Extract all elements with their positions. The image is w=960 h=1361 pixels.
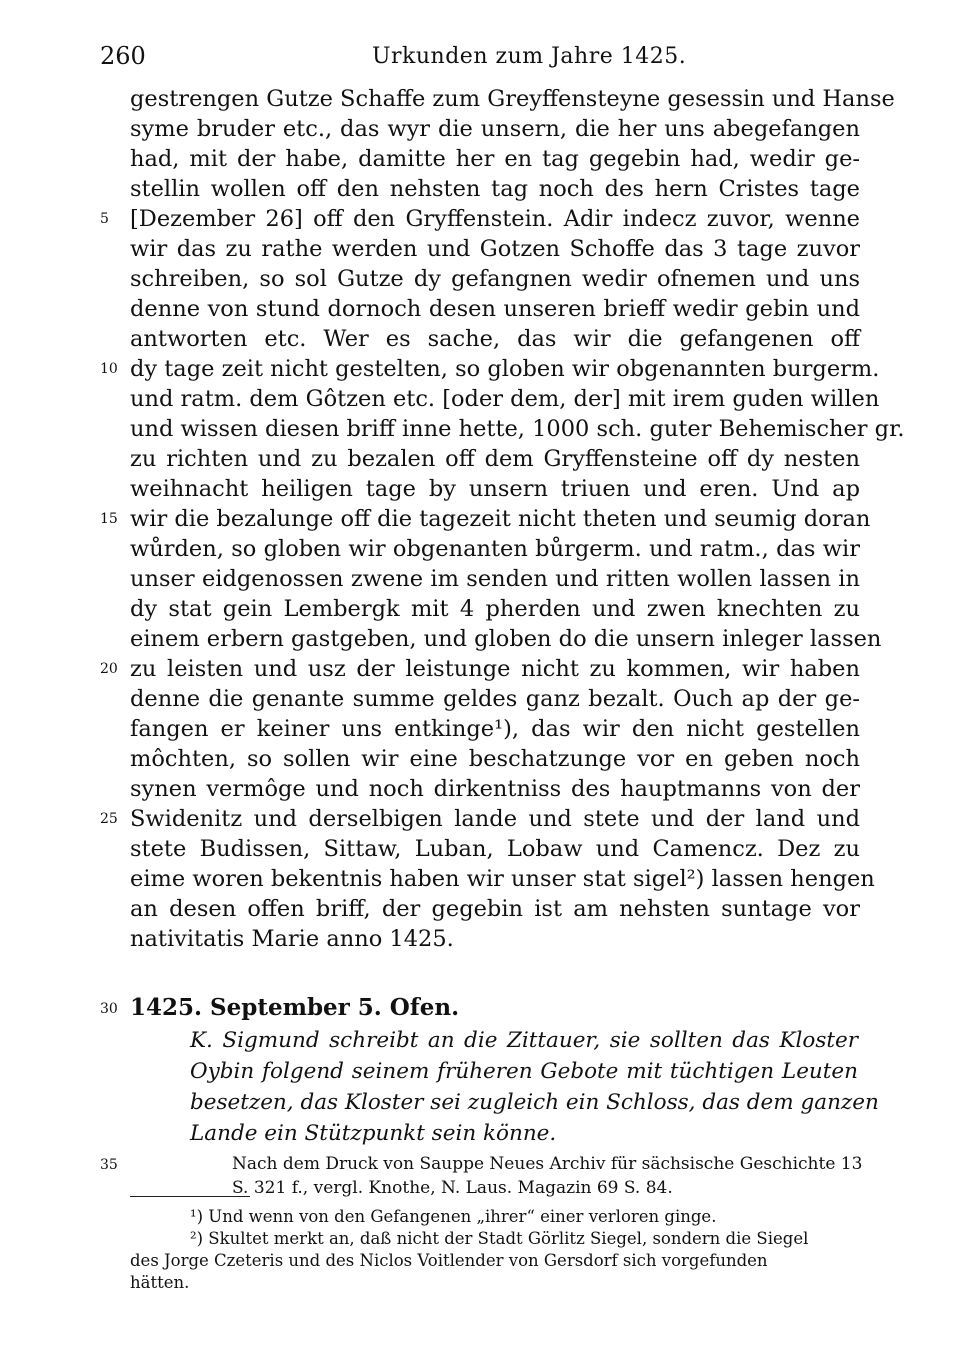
line-number: 30 (100, 1001, 118, 1017)
body-line: stete Budissen, Sittaw, Luban, Lobaw und Camencz. Dez zu (130, 836, 860, 862)
body-line: einem erbern gastgeben, und globen do die unsern inleger lassen (130, 626, 882, 652)
body-line: denne von stund dornoch desen unseren brieff wedir gebin und (130, 296, 860, 322)
body-line: wůrden, so globen wir obgenanten bůrgerm. und ratm., das wir (130, 536, 860, 562)
source-line: S. 321 f., vergl. Knothe, N. Laus. Magazin 69 S. 84. (232, 1178, 673, 1198)
line-number: 10 (100, 361, 118, 377)
body-line: unser eidgenossen zwene im senden und ritten wollen lassen in (130, 566, 860, 592)
source-line: Nach dem Druck von Sauppe Neues Archiv für sächsische Geschichte 13 (232, 1154, 863, 1174)
body-line: stellin wollen off den nehsten tag noch des hern Cristes tage (130, 176, 860, 202)
body-line: wir die bezalunge off die tagezeit nicht theten und seumig doran (130, 506, 871, 532)
body-line: weihnacht heiligen tage by unsern triuen und eren. Und ap (130, 476, 860, 502)
body-line: had, mit der habe, damitte her en tag gegebin had, wedir ge- (130, 146, 860, 172)
body-line: gestrengen Gutze Schaffe zum Greyffensteyne gesessin und Hanse (130, 86, 895, 112)
line-number: 5 (100, 211, 109, 227)
line-number: 25 (100, 811, 118, 827)
body-line: und wissen diesen briff inne hette, 1000 sch. guter Behemischer gr. (130, 416, 905, 442)
body-line: dy tage zeit nicht gestelten, so globen wir obgenannten burgerm. (130, 356, 880, 382)
line-number: 35 (100, 1157, 118, 1173)
regest-line: Oybin folgend seinem früheren Gebote mit tüchtigen Leuten (190, 1059, 858, 1084)
body-line: synen vermôge und noch dirkentniss des hauptmanns von der (130, 776, 860, 802)
line-number: 15 (100, 511, 118, 527)
body-line: eime woren bekentnis haben wir unser stat sigel²) lassen hengen (130, 866, 875, 892)
body-line: nativitatis Marie anno 1425. (130, 926, 454, 952)
body-line: fangen er keiner uns entkinge¹), das wir den nicht gestellen (130, 716, 860, 742)
regest-line: Lande ein Stützpunkt sein könne. (190, 1121, 557, 1146)
body-line: [Dezember 26] off den Gryffenstein. Adir indecz zuvor, wenne (130, 206, 860, 232)
line-number: 20 (100, 661, 118, 677)
footnote-line: des Jorge Czeteris und des Niclos Voitlender von Gersdorf sich vorgefunden (130, 1251, 768, 1270)
body-line: dy stat gein Lembergk mit 4 pherden und zwen knechten zu (130, 596, 860, 622)
regest-line: K. Sigmund schreibt an die Zittauer, sie sollten das Kloster (190, 1028, 858, 1053)
page-number: 260 (100, 42, 146, 70)
body-line: zu leisten und usz der leistunge nicht zu kommen, wir haben (130, 656, 860, 682)
entry-date-heading: 1425. September 5. Ofen. (130, 994, 460, 1021)
body-line: syme bruder etc., das wyr die unsern, die her uns abegefangen (130, 116, 860, 142)
footnote-line: ²) Skultet merkt an, daß nicht der Stadt Görlitz Siegel, sondern die Siegel (190, 1229, 809, 1248)
body-line: zu richten und zu bezalen off dem Gryffensteine off dy nesten (130, 446, 860, 472)
body-line: Swidenitz und derselbigen lande und stete und der land und (130, 806, 860, 832)
footnote-divider (130, 1196, 250, 1197)
body-line: an desen offen briff, der gegebin ist am nehsten suntage vor (130, 896, 860, 922)
footnote-line: ¹) Und wenn von den Gefangenen „ihrer“ einer verloren ginge. (190, 1207, 717, 1226)
footnote-line: hätten. (130, 1273, 190, 1292)
body-line: wir das zu rathe werden und Gotzen Schoffe das 3 tage zuvor (130, 236, 860, 262)
regest-line: besetzen, das Kloster sei zugleich ein Schloss, das dem ganzen (190, 1090, 879, 1115)
body-line: schreiben, so sol Gutze dy gefangnen wedir ofnemen und uns (130, 266, 860, 292)
body-line: antworten etc. Wer es sache, das wir die gefangenen off (130, 326, 860, 352)
body-line: denne die genante summe geldes ganz bezalt. Ouch ap der ge- (130, 686, 860, 712)
body-line: môchten, so sollen wir eine beschatzunge vor en geben noch (130, 746, 860, 772)
body-line: und ratm. dem Gôtzen etc. [oder dem, der] mit irem guden willen (130, 386, 880, 412)
running-title: Urkunden zum Jahre 1425. (372, 44, 687, 69)
